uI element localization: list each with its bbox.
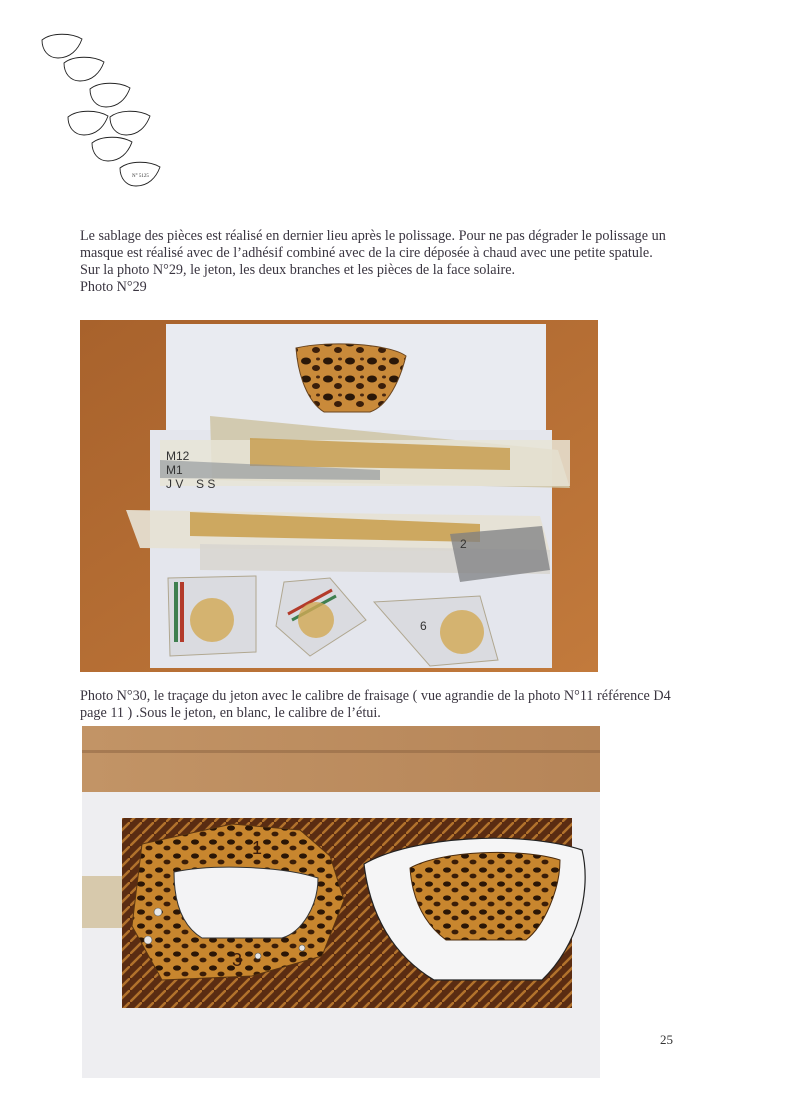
photo30-text-block [80,688,680,722]
lens-outline [68,111,108,135]
lens-outline [90,83,130,107]
photo29-description: Sur la photo N°29, le jeton, les deux branches et les pièces de la face solaire. [80,262,516,278]
photo30-mark: 1 [252,838,263,858]
intro-text-block [80,228,680,296]
photo29-mark: 2 [460,537,467,551]
lens-reference-label: N° 5125 [132,174,149,179]
photo30-lens-tortoise [410,852,560,940]
page-number: 25 [660,1032,673,1047]
lens-outlines-svg [36,30,176,195]
lens-outline-illustration [36,30,176,195]
photo29-mark: S S [196,477,216,491]
lens-outline [42,34,82,58]
photo29-mark: 6 [420,619,427,633]
photo30-description: Photo N°30, le traçage du jeton avec le calibre de fraisage ( vue agrandie de la photo N°11 référence D4 page 11 ) .Sous le jeton, en blanc, le calibre de l’étui. [80,688,671,721]
photo30-cut-window [174,867,318,938]
photo29-mark: J V [166,477,184,491]
lens-outline [92,137,132,161]
photo29-caption: Photo N°29 [80,279,147,295]
photo-29-image [80,320,598,672]
photo29-mark: M1 [166,463,183,477]
sandblasting-paragraph: Le sablage des pièces est réalisé en dernier lieu après le polissage. Pour ne pas dégrader le polissage un masque est réalisé avec de l’adhésif combiné avec de la cire déposée à chaud avec une petite spatule. [80,228,666,261]
photo30-mark: 3 [232,950,243,970]
photo29-mark: M12 [166,449,190,463]
photo-30-image [82,726,600,1078]
lens-outline [64,57,104,81]
photo-30 [82,726,600,1078]
photo-29 [80,320,598,672]
lens-outline [110,111,150,135]
